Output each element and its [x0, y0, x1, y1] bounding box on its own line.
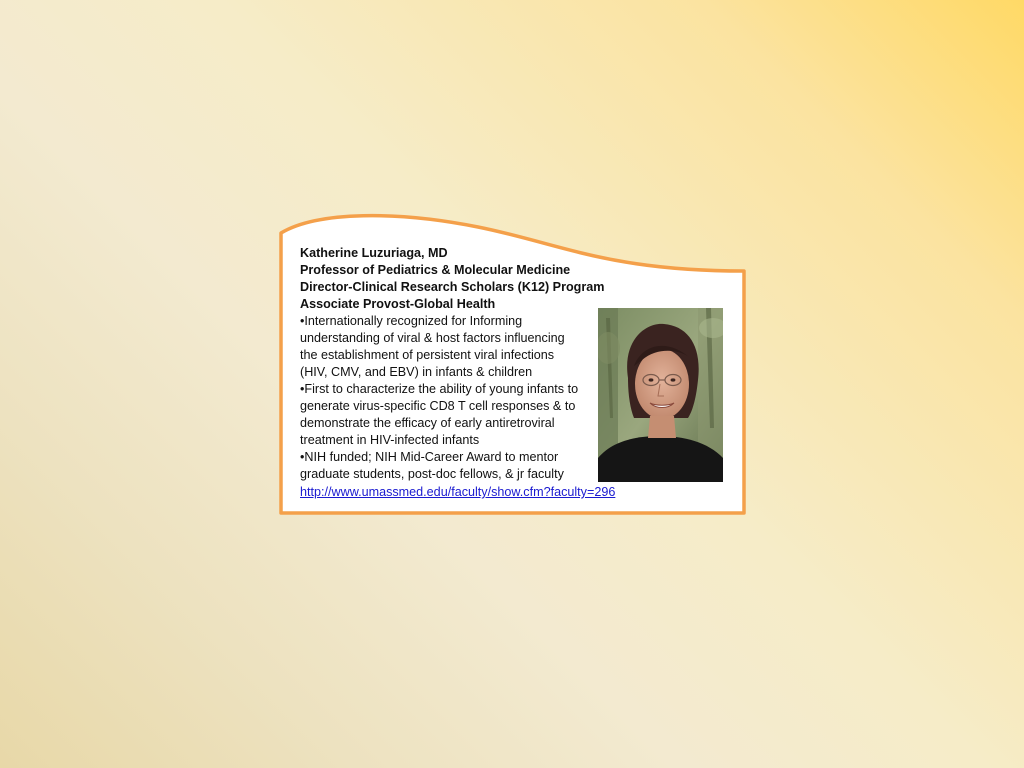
bullet-line: •NIH funded; NIH Mid-Career Award to mentor: [300, 450, 559, 464]
title-professor: Professor of Pediatrics & Molecular Medicine: [300, 263, 571, 277]
bullet-line: understanding of viral & host factors influencing: [300, 331, 565, 345]
title-director: Director-Clinical Research Scholars (K12) Program: [300, 280, 605, 294]
bullet-line: the establishment of persistent viral infections: [300, 348, 555, 362]
bullet-line: generate virus-specific CD8 T cell responses & to: [300, 399, 576, 413]
bullet-line: •First to characterize the ability of young infants to: [300, 382, 579, 396]
title-provost: Associate Provost-Global Health: [300, 297, 496, 311]
bullet-line: demonstrate the efficacy of early antiretroviral: [300, 416, 555, 430]
profile-name: Katherine Luzuriaga, MD: [300, 246, 448, 260]
bullet-line: (HIV, CMV, and EBV) in infants & children: [300, 365, 533, 379]
bullet-line: graduate students, post-doc fellows, & jr faculty: [300, 467, 564, 481]
profile-card: [278, 213, 746, 515]
bullet-line: treatment in HIV-infected infants: [300, 433, 480, 447]
portrait-photo: [598, 308, 723, 482]
accomplishments: [300, 313, 600, 483]
faculty-profile-link[interactable]: http://www.umassmed.edu/faculty/show.cfm?faculty=296: [300, 485, 616, 499]
bullet-line: •Internationally recognized for Informing: [300, 314, 523, 328]
